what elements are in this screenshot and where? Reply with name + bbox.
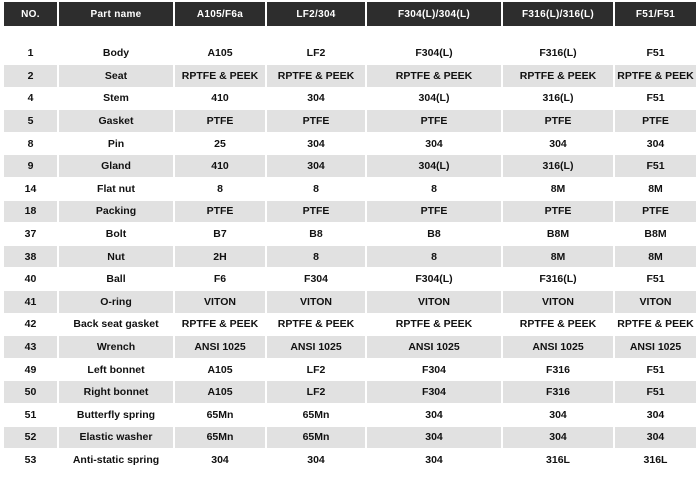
cell-f51-f51: 8M xyxy=(614,178,696,201)
cell-f51-f51: RPTFE & PEEK xyxy=(614,65,696,88)
cell-f316l-316l: F316 xyxy=(502,381,614,404)
table-row xyxy=(4,404,696,427)
cell-part-name: Flat nut xyxy=(58,178,174,201)
table-row xyxy=(4,381,696,404)
cell-part-name: Gasket xyxy=(58,110,174,133)
header-spacer xyxy=(4,26,696,42)
cell-no: 2 xyxy=(4,65,58,88)
cell-no: 18 xyxy=(4,200,58,223)
cell-part-name: Gland xyxy=(58,155,174,178)
cell-f51-f51: F51 xyxy=(614,268,696,291)
cell-f316l-316l: RPTFE & PEEK xyxy=(502,313,614,336)
table-row xyxy=(4,268,696,291)
table-body xyxy=(4,26,696,471)
cell-f316l-316l: 316L xyxy=(502,449,614,472)
cell-f51-f51: ANSI 1025 xyxy=(614,336,696,359)
cell-lf2-304: PTFE xyxy=(266,200,366,223)
cell-a105-f6a: A105 xyxy=(174,381,266,404)
cell-f304l-304l: 304 xyxy=(366,132,502,155)
cell-no: 8 xyxy=(4,132,58,155)
cell-f316l-316l: F316(L) xyxy=(502,268,614,291)
table-row xyxy=(4,223,696,246)
cell-f304l-304l: PTFE xyxy=(366,200,502,223)
materials-table xyxy=(4,2,696,472)
cell-lf2-304: PTFE xyxy=(266,110,366,133)
cell-no: 37 xyxy=(4,223,58,246)
cell-part-name: Ball xyxy=(58,268,174,291)
cell-part-name: Seat xyxy=(58,65,174,88)
table-row xyxy=(4,291,696,314)
cell-f304l-304l: F304(L) xyxy=(366,42,502,65)
cell-f316l-316l: 316(L) xyxy=(502,155,614,178)
cell-no: 14 xyxy=(4,178,58,201)
cell-f316l-316l: 304 xyxy=(502,426,614,449)
cell-a105-f6a: 410 xyxy=(174,155,266,178)
cell-f304l-304l: RPTFE & PEEK xyxy=(366,65,502,88)
cell-f51-f51: F51 xyxy=(614,155,696,178)
cell-part-name: Nut xyxy=(58,245,174,268)
cell-f304l-304l: B8 xyxy=(366,223,502,246)
cell-lf2-304: LF2 xyxy=(266,42,366,65)
cell-part-name: O-ring xyxy=(58,291,174,314)
cell-part-name: Stem xyxy=(58,87,174,110)
cell-f51-f51: 316L xyxy=(614,449,696,472)
cell-f304l-304l: 304(L) xyxy=(366,155,502,178)
cell-f316l-316l: 8M xyxy=(502,178,614,201)
cell-no: 52 xyxy=(4,426,58,449)
header-f304l-304l: F304(L)/304(L) xyxy=(366,2,502,26)
cell-a105-f6a: F6 xyxy=(174,268,266,291)
cell-no: 49 xyxy=(4,358,58,381)
cell-a105-f6a: A105 xyxy=(174,42,266,65)
cell-part-name: Wrench xyxy=(58,336,174,359)
cell-no: 1 xyxy=(4,42,58,65)
table-header xyxy=(4,2,696,26)
table-row xyxy=(4,200,696,223)
cell-no: 42 xyxy=(4,313,58,336)
cell-a105-f6a: RPTFE & PEEK xyxy=(174,65,266,88)
table-row xyxy=(4,42,696,65)
header-no: NO. xyxy=(4,2,58,26)
cell-part-name: Body xyxy=(58,42,174,65)
cell-f51-f51: 8M xyxy=(614,245,696,268)
cell-lf2-304: 8 xyxy=(266,245,366,268)
cell-no: 40 xyxy=(4,268,58,291)
cell-f304l-304l: F304 xyxy=(366,358,502,381)
cell-f51-f51: F51 xyxy=(614,42,696,65)
cell-f316l-316l: 8M xyxy=(502,245,614,268)
cell-lf2-304: RPTFE & PEEK xyxy=(266,65,366,88)
cell-f316l-316l: B8M xyxy=(502,223,614,246)
cell-f316l-316l: F316(L) xyxy=(502,42,614,65)
cell-no: 50 xyxy=(4,381,58,404)
cell-f51-f51: RPTFE & PEEK xyxy=(614,313,696,336)
header-f316l-316l: F316(L)/316(L) xyxy=(502,2,614,26)
cell-f304l-304l: ANSI 1025 xyxy=(366,336,502,359)
table-row xyxy=(4,313,696,336)
table-row xyxy=(4,178,696,201)
header-f51-f51: F51/F51 xyxy=(635,8,676,20)
cell-a105-f6a: PTFE xyxy=(174,110,266,133)
cell-lf2-304: ANSI 1025 xyxy=(266,336,366,359)
cell-lf2-304: 304 xyxy=(266,87,366,110)
cell-f51-f51: F51 xyxy=(614,381,696,404)
cell-lf2-304: 8 xyxy=(266,178,366,201)
table-row xyxy=(4,336,696,359)
cell-lf2-304: LF2 xyxy=(266,381,366,404)
cell-part-name: Anti-static spring xyxy=(58,449,174,472)
cell-f304l-304l: 8 xyxy=(366,178,502,201)
table-row xyxy=(4,449,696,472)
header-lf2-304: LF2/304 xyxy=(266,2,366,26)
cell-a105-f6a: RPTFE & PEEK xyxy=(174,313,266,336)
cell-f304l-304l: PTFE xyxy=(366,110,502,133)
cell-f51-f51: 304 xyxy=(614,132,696,155)
cell-part-name: Back seat gasket xyxy=(58,313,174,336)
cell-part-name: Bolt xyxy=(58,223,174,246)
table-row xyxy=(4,358,696,381)
cell-f316l-316l: RPTFE & PEEK xyxy=(502,65,614,88)
cell-f304l-304l: 8 xyxy=(366,245,502,268)
cell-lf2-304: 304 xyxy=(266,155,366,178)
cell-lf2-304: 65Mn xyxy=(266,426,366,449)
cell-f316l-316l: 316(L) xyxy=(502,87,614,110)
cell-f304l-304l: VITON xyxy=(366,291,502,314)
cell-a105-f6a: 65Mn xyxy=(174,426,266,449)
cell-a105-f6a: A105 xyxy=(174,358,266,381)
cell-part-name: Right bonnet xyxy=(58,381,174,404)
header-part-name: Part name xyxy=(58,2,174,26)
header-row xyxy=(4,2,696,26)
cell-f51-f51: F51 xyxy=(614,358,696,381)
cell-lf2-304: 65Mn xyxy=(266,404,366,427)
table-row xyxy=(4,245,696,268)
cell-f316l-316l: 304 xyxy=(502,132,614,155)
cell-f304l-304l: 304 xyxy=(366,404,502,427)
cell-f304l-304l: 304(L) xyxy=(366,87,502,110)
cell-a105-f6a: 2H xyxy=(174,245,266,268)
cell-f316l-316l: ANSI 1025 xyxy=(502,336,614,359)
table-row xyxy=(4,426,696,449)
cell-f304l-304l: RPTFE & PEEK xyxy=(366,313,502,336)
cell-lf2-304: B8 xyxy=(266,223,366,246)
cell-lf2-304: LF2 xyxy=(266,358,366,381)
cell-no: 9 xyxy=(4,155,58,178)
cell-part-name: Elastic washer xyxy=(58,426,174,449)
cell-f51-f51: 304 xyxy=(614,426,696,449)
cell-f304l-304l: F304(L) xyxy=(366,268,502,291)
cell-f51-f51: F51 xyxy=(614,87,696,110)
cell-f51-f51: B8M xyxy=(614,223,696,246)
cell-a105-f6a: ANSI 1025 xyxy=(174,336,266,359)
cell-a105-f6a: 25 xyxy=(174,132,266,155)
cell-f316l-316l: PTFE xyxy=(502,110,614,133)
cell-f51-f51: PTFE xyxy=(614,110,696,133)
cell-a105-f6a: 65Mn xyxy=(174,404,266,427)
cell-a105-f6a: 304 xyxy=(174,449,266,472)
table-row xyxy=(4,110,696,133)
cell-f316l-316l: VITON xyxy=(502,291,614,314)
cell-f304l-304l: 304 xyxy=(366,426,502,449)
header-a105-f6a: A105/F6a xyxy=(174,2,266,26)
cell-lf2-304: F304 xyxy=(266,268,366,291)
cell-f51-f51: VITON xyxy=(614,291,696,314)
cell-no: 4 xyxy=(4,87,58,110)
cell-a105-f6a: 410 xyxy=(174,87,266,110)
cell-f316l-316l: PTFE xyxy=(502,200,614,223)
cell-f316l-316l: 304 xyxy=(502,404,614,427)
cell-a105-f6a: VITON xyxy=(174,291,266,314)
cell-lf2-304: VITON xyxy=(266,291,366,314)
cell-f304l-304l: 304 xyxy=(366,449,502,472)
cell-part-name: Packing xyxy=(58,200,174,223)
cell-no: 43 xyxy=(4,336,58,359)
cell-lf2-304: 304 xyxy=(266,449,366,472)
cell-part-name: Butterfly spring xyxy=(58,404,174,427)
cell-lf2-304: 304 xyxy=(266,132,366,155)
cell-lf2-304: RPTFE & PEEK xyxy=(266,313,366,336)
cell-f316l-316l: F316 xyxy=(502,358,614,381)
cell-no: 51 xyxy=(4,404,58,427)
cell-part-name: Left bonnet xyxy=(58,358,174,381)
cell-no: 38 xyxy=(4,245,58,268)
cell-a105-f6a: PTFE xyxy=(174,200,266,223)
table-row xyxy=(4,132,696,155)
table-row xyxy=(4,87,696,110)
cell-part-name: Pin xyxy=(58,132,174,155)
table-row xyxy=(4,155,696,178)
cell-no: 41 xyxy=(4,291,58,314)
cell-a105-f6a: B7 xyxy=(174,223,266,246)
cell-f51-f51: 304 xyxy=(614,404,696,427)
cell-a105-f6a: 8 xyxy=(174,178,266,201)
cell-no: 53 xyxy=(4,449,58,472)
cell-f304l-304l: F304 xyxy=(366,381,502,404)
table-row xyxy=(4,65,696,88)
cell-f51-f51: PTFE xyxy=(614,200,696,223)
cell-no: 5 xyxy=(4,110,58,133)
